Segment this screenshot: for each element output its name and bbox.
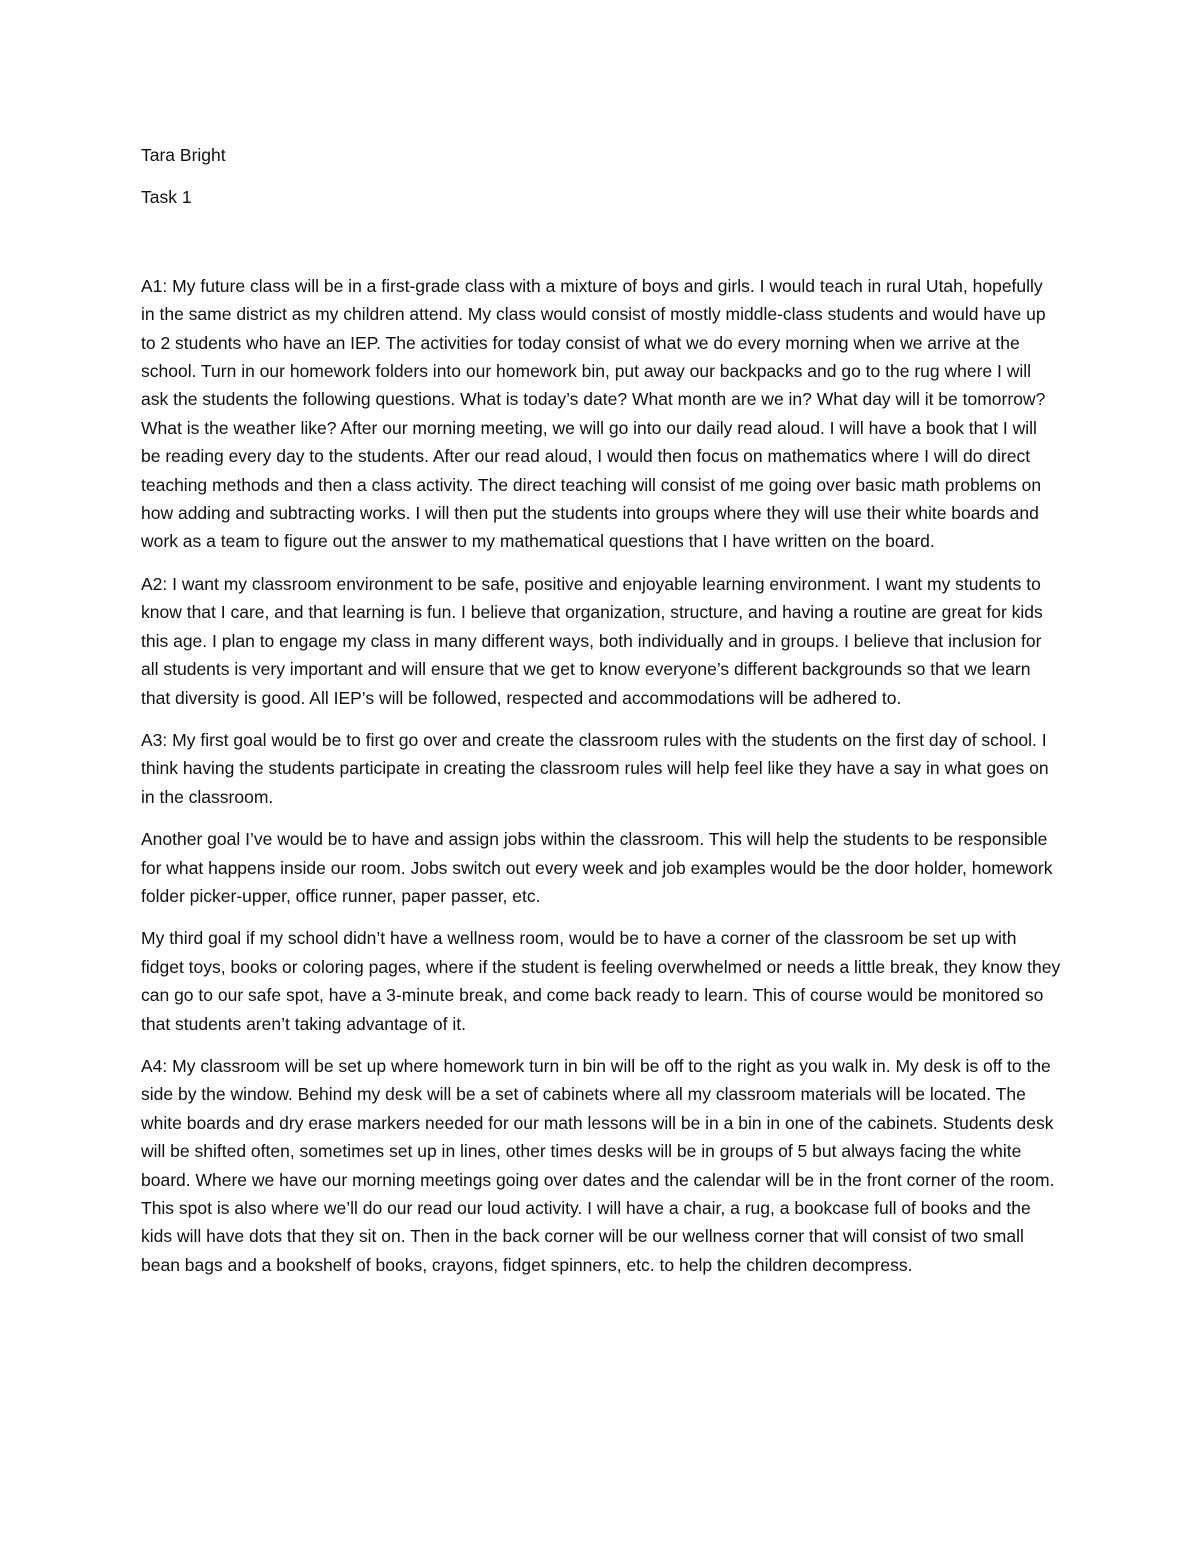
section-label: A2: [141,573,168,594]
author-name: Tara Bright [141,145,226,165]
section-text: My classroom will be set up where homework turn in bin will be off to the right as you walk in. My desk is off to the side by the window. Behind my desk will be a set of cabinets where all my classroom materials will be located. The white boards and dry erase markers needed for our math lessons will be in a bin in one of the cabinets. Students desk will be shifted often, sometimes set up in lines, other times desks will be in groups of 5 but always facing the white board. Where we have our morning meetings going over dates and the calendar will be in the front corner of the room. This spot is also where we’ll do our read our loud activity. I will have a chair, a rug, a bookcase full of books and the kids will have dots that they sit on. Then in the back corner will be our wellness corner that will consist of two small bean bags and a bookshelf of books, crayons, fidget spinners, etc. to help the children decompress. [141,1055,1055,1275]
section-text: My future class will be in a first-grade class with a mixture of boys and girls. I would teach in rural Utah, hopefully in the same district as my children attend. My class would consist of mostly middle-class students and would have up to 2 students who have an IEP. The activities for today consist of what we do every morning when we arrive at the school. Turn in our homework folders into our homework bin, put away our backpacks and go to the rug where I will ask the students the following questions. What is today’s date? What month are we in? What day will it be tomorrow? What is the weather like? After our morning meeting, we will go into our daily read aloud. I will have a book that I will be reading every day to the students. After our read aloud, I would then focus on mathematics where I will do direct teaching methods and then a class activity. The direct teaching will consist of me going over basic math problems on how adding and subtracting works. I will then put the students into groups where they will use their white boards and work as a team to figure out the answer to my mathematical questions that I have written on the board. [141,275,1046,552]
blank-line [141,226,1061,272]
section-text: I want my classroom environment to be safe, positive and enjoyable learning environment. I want my students to know that I care, and that learning is fun. I believe that organization, structure, and having a routine are great for kids this age. I plan to engage my class in many different ways, both individually and in groups. I believe that inclusion for all students is very important and will ensure that we get to know everyone’s different backgrounds so that we learn that diversity is good. All IEP’s will be followed, respected and accommodations will be adhered to. [141,573,1043,708]
document-body [141,141,1061,1293]
section-a2 [141,570,1061,712]
section-label: A1: [141,275,168,296]
section-a3-goal-3 [141,924,1061,1038]
section-a3 [141,726,1061,811]
section-a1 [141,272,1061,556]
task-title: Task 1 [141,187,192,208]
section-text: Another goal I’ve would be to have and assign jobs within the classroom. This will help the students to be responsible for what happens inside our room. Jobs switch out every week and job examples would be the door holder, homework folder picker-upper, office runner, paper passer, etc. [141,829,1053,906]
section-text: My third goal if my school didn’t have a wellness room, would be to have a corner of the classroom be set up with fidget toys, books or coloring pages, where if the student is feeling overwhelmed or needs a little break, they know they can go to our safe spot, have a 3-minute break, and come back ready to learn. This of course would be monitored so that students aren’t taking advantage of it. [141,928,1061,1034]
section-a4 [141,1052,1061,1279]
section-label: A4: [141,1055,168,1076]
section-a3-goal-2 [141,825,1061,910]
section-label: A3: [141,729,168,750]
section-text: My first goal would be to first go over and create the classroom rules with the students on the first day of school. I think having the students participate in creating the classroom rules will help feel like they have a say in what goes on in the classroom. [141,729,1049,807]
